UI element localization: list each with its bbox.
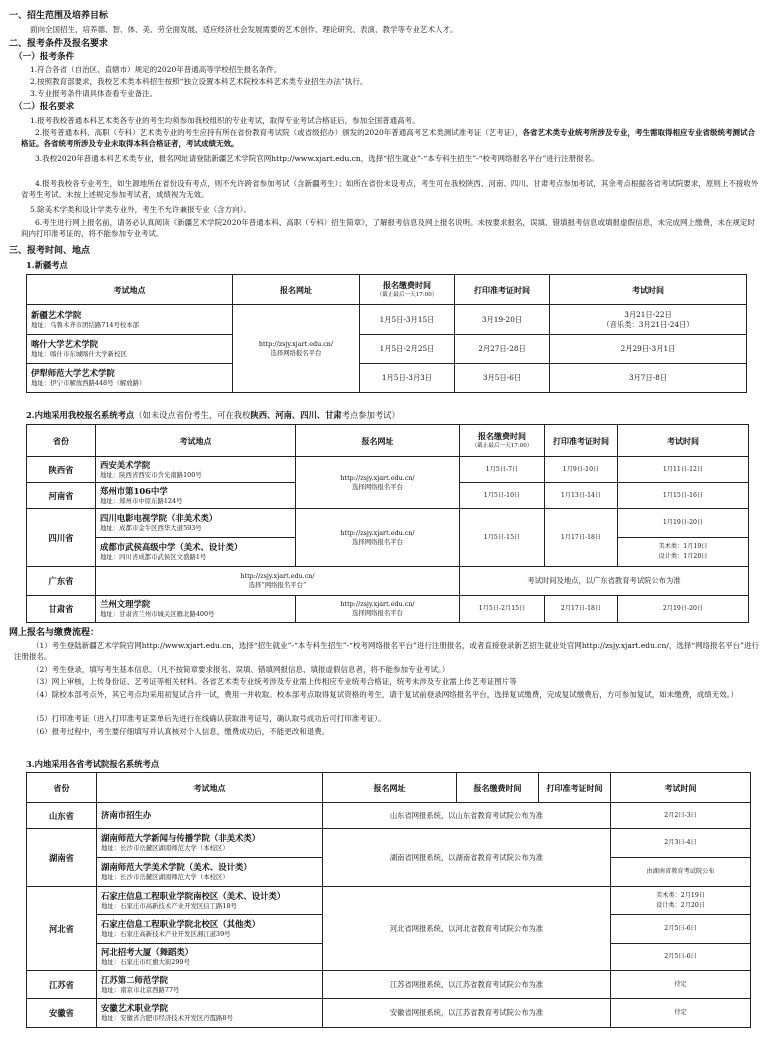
table-row: 广东省 http://zsjy.xjart.edu.cn/ 选择“网络报名平台” 考试时间及地点，以广东省教育考试院公布为准 xyxy=(27,567,749,596)
table-row: 四川省 四川电影电视学院（非美术类） 地址：成都市金牛区西华大道593号 http://zsjy.xjart.edu.cn/ 选择网络报名平台 1月5日-15日 1月17日-18日 1月19日-20日 xyxy=(27,509,749,538)
col-header: 考试地点 xyxy=(96,425,296,457)
requirement-3: 3.我校2020年普通本科艺术类专业，报名网址请登陆新疆艺术学院官网http://www.xjart.edu.cn，选择“招生就业”-“本专科生招生”-“校考网络报名平台”进行注册报名。 xyxy=(35,154,599,163)
registration-link[interactable]: http://zsjy.xjart.edu.cn/ 选择网络报名平台 xyxy=(296,457,460,509)
requirements-title: （二）报名要求 xyxy=(14,102,75,112)
section-2-title: 二、报考条件及报名要求 xyxy=(9,39,109,49)
registration-link[interactable]: http://zsjy.xjart.edu.cn/ 选择网络报名平台 xyxy=(296,509,460,567)
mainland-own-system-table xyxy=(26,424,749,623)
col-header: 打印准考证时间 xyxy=(539,773,611,803)
condition-item: 3.专业报考条件请具体查看专业备注。 xyxy=(30,89,158,98)
table-row: 河南省 郑州市第106中学 地址：郑州市中原东路124号 1月5日-10日 1月13日-14日 1月15日-16日 xyxy=(27,483,749,509)
online-step: （2）考生登录，填写考生基本信息。（凡不按简章要求报名、误填、错填网报信息、填报虚假信息者，将不能参加专业考试。） xyxy=(32,665,450,674)
table-row: 湖南省 湖南师范大学新闻与传播学院（非美术类） 地址：长沙市岳麓区湖南师范大学（本校区） 湖南省网报系统，以湖南省教育考试院公布为准 2月3日-4日 xyxy=(27,829,751,858)
col-header: 考试时间 xyxy=(550,275,747,305)
table-row: 湖南师范大学美术学院（美术、设计类） 地址：长沙市岳麓区湖南师范大学（本校区） 由湖南省教育考试院公布 xyxy=(27,858,751,887)
table-row: 河北省 石家庄信息工程职业学院南校区（美术、设计类） 地址：石家庄市高新技术产业开发区信工路18号 河北省网报系统，以河北省教育考试院公布为准 美术类：2月19日 设计类：2月20日 xyxy=(27,887,751,915)
col-header: 考试地点 xyxy=(97,773,323,803)
col-header: 考试时间 xyxy=(618,425,749,457)
col-header: 报名缴费时间 xyxy=(457,773,539,803)
table-row: 新疆艺术学院 地址：乌鲁木齐市团结路714号校本部 http://zsjy.xjart.edu.cn/ 选择网络报名平台 1月5日-3月15日 3月19-20日 3月21日-22日 （音乐类：3月21日-24日） xyxy=(27,305,747,335)
requirement-1: 1.报考我校普通本科艺术类各专业的考生均须参加我校组织的专业考试，取得专业考试合格证后，参加全国普通高考。 xyxy=(30,116,420,125)
provincial-system-table xyxy=(26,772,751,1028)
xinjiang-exam-table xyxy=(26,274,747,393)
registration-link[interactable]: http://zsjy.xjart.edu.cn/ 选择网络报名平台 xyxy=(233,305,360,393)
online-process-title: 网上报名与缴费流程： xyxy=(9,628,100,638)
table-row: 安徽省 安徽艺术职业学院 地址：安徽省合肥市经济技术开发区丹霞路8号 安徽省网报系统，以江苏省教育考试院公布为准 待定 xyxy=(27,999,751,1028)
table-row: 陕西省 西安美术学院 地址：陕西省西安市含光南路100号 http://zsjy.xjart.edu.cn/ 选择网络报名平台 1月5日-7日 1月9日-10日 1月11日-12日 xyxy=(27,457,749,483)
col-header: 省份 xyxy=(27,773,97,803)
col-header: 考试时间 xyxy=(611,773,751,803)
requirement-4: 4.报考我校各专业考生，如生源地所在省份设有考点，则不允许跨省参加考试（含新疆考生）；如所在省份未设考点，考生可在我校陕西、河南、四川、甘肃考点参加考试，其余考点根据各省考试院要求，原则上不接收外省考生考试。未按上述规定参加考试者，成绩视为无效。 xyxy=(21,179,759,199)
online-step: （1）考生登陆新疆艺术学院官网http://www.xjart.edu.cn，选择“招生就业”-“本专科生招生”-“校考网络报名平台”进行注册报名，或者直接登录新艺招生就业处官网http://zsjy.xjart.edu.cn/，选择“网络报名平台”进行注册报名。 xyxy=(14,641,760,661)
table-1-caption: 1.新疆考点 xyxy=(26,260,68,270)
table-2-caption: 2.内地采用我校报名系统考点（如未设点省份考生，可在我校陕西、河南、四川、甘肃考点参加考试） xyxy=(26,410,400,420)
table-row: 江苏省 江苏第二师范学院 地址：南京市北京西路77号 江苏省网报系统，以江苏省教育考试院公布为准 待定 xyxy=(27,971,751,999)
online-step: （3）网上审核，上传身份证、艺考证等相关材料。各省艺术类专业统考涉及专业需上传相应专业统考合格证，统考未涉及专业需上传艺考证图片等 xyxy=(32,677,517,686)
table-row: 河北招考大厦（舞蹈类） 地址：石家庄市红旗大街299号 2月5日-6日 xyxy=(27,944,751,971)
col-header: 打印准考证时间 xyxy=(545,425,618,457)
requirement-5: 5.除美术学类和设计学类专业外，考生不允许兼报专业（含方向）。 xyxy=(30,205,251,214)
condition-item: 2.按照教育部要求，我校艺术类本科招生按照“独立设置本科艺术院校本科艺术类专业招生办法”执行。 xyxy=(30,77,368,86)
online-step: （4）除校本部考点外，其它考点均采用初复试合并一试，费用一并收取。校本部考点取得复试资格的考生，请于复试前登录网络报名平台，选择复试缴费，完成复试缴费后，方可参加复试，如未缴费，成绩无效。） xyxy=(32,690,739,699)
col-header: 报名缴费时间 （截止最后一天17:00） xyxy=(360,275,455,305)
col-header: 省份 xyxy=(27,425,96,457)
requirement-6: 6.考生进行网上报名前，请务必认真阅读《新疆艺术学院2020年普通本科、高职（专科）招生简章》，了解报考信息及网上报名说明。未按要求报名，误填、错填报考信息或填报虚假信息，未完成网上缴费，未在规定时间内打印准考证的，将不能参加专业考试。 xyxy=(21,218,755,238)
registration-link[interactable]: http://zsjy.xjart.edu.cn/ 选择网络报名平台 xyxy=(296,596,460,623)
table-row: 石家庄信息工程职业学院北校区（其他类） 地址：石家庄高新技术产业开发区湘江道39号 2月5日-6日 xyxy=(27,915,751,944)
table-row: 伊犁师范大学艺术学院 地址：伊宁市解放西路448号（解放路） 1月5日-3月3日 3月5日-6日 3月7日-8日 xyxy=(27,364,747,393)
table-3-caption: 3.内地采用各省考试院报名系统考点 xyxy=(26,759,160,769)
requirement-2: 2.报考普通本科、高职（专科）艺术类专业的考生应持有所在省份教育考试院（或省级招办）颁发的2020年普通高考艺术类测试准考证（艺考证），各省艺术类专业统考所涉及专业，考生需取得相应专业省级统考测试合格证。各省统考所涉及专业未取得本科合格证者，考试成绩无效。 xyxy=(21,128,755,148)
online-step: （6）报考过程中，考生要仔细填写并认真核对个人信息，缴费成功后，不能更改和退费。 xyxy=(32,727,330,736)
section-1-text: 面向全国招生，培养德、智、体、美、劳全面发展，适应经济社会发展需要的艺术创作、理论研究、表演、教学等专业艺术人才。 xyxy=(30,25,458,34)
table-row: 甘肃省 兰州文理学院 地址：甘肃省兰州市城关区雁北路400号 http://zsjy.xjart.edu.cn/ 选择网络报名平台 1月5日-2月15日 2月17日-18日 2月19日-20日 xyxy=(27,596,749,623)
col-header: 考试地点 xyxy=(27,275,233,305)
table-row: 山东省 济南市招生办 山东省网报系统，以山东省教育考试院公布为准 2月2日-3日 xyxy=(27,803,751,829)
section-3-title: 三、报考时间、地点 xyxy=(9,246,91,256)
col-header: 报名网址 xyxy=(233,275,360,305)
conditions-title: （一）报考条件 xyxy=(14,52,75,62)
col-header: 打印准考证时间 xyxy=(455,275,550,305)
online-step: （5）打印准考证（进入打印准考证菜单后先进行在线确认获取准考证号，确认取号成功后可打印准考证）。 xyxy=(32,714,386,723)
condition-item: 1.符合各省（自治区、直辖市）规定的2020年普通高等学校招生报名条件。 xyxy=(30,65,282,74)
table-row: 喀什大学艺术学院 地址：喀什市东城喀什大学新校区 1月5日-2月25日 2月27日-28日 2月29日-3月1日 xyxy=(27,335,747,364)
registration-link[interactable]: http://zsjy.xjart.edu.cn/ 选择“网络报名平台” xyxy=(96,567,460,596)
table-row: 成都市武侯高级中学（美术、设计类） 地址：四川省成都市武侯区文盛路1号 美术类：1月19日 设计类：1月20日 xyxy=(27,538,749,567)
section-1-title: 一、招生范围及培养目标 xyxy=(9,11,109,21)
col-header: 报名缴费时间 （截止最后一天17:00） xyxy=(460,425,545,457)
col-header: 报名网址 xyxy=(323,773,457,803)
col-header: 报名网址 xyxy=(296,425,460,457)
